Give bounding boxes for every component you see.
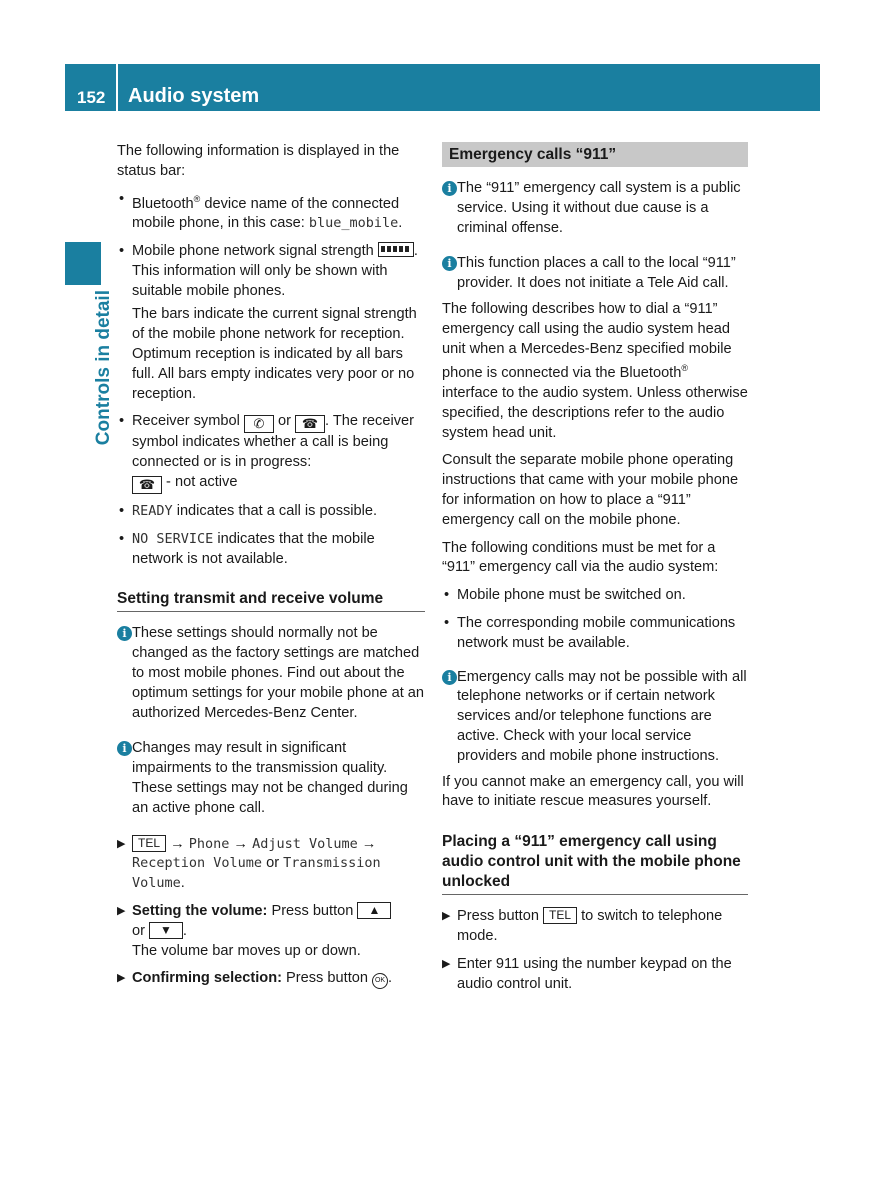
header-title: Audio system bbox=[128, 85, 260, 107]
step-label: Confirming selection: bbox=[132, 970, 282, 987]
bullet-glyph: • bbox=[444, 587, 450, 604]
section-box-heading: Emergency calls “911” bbox=[442, 142, 748, 167]
text: Enter 911 using the number keypad on the audio control unit. bbox=[457, 955, 732, 992]
info-note bbox=[442, 179, 748, 238]
info-note bbox=[117, 624, 425, 723]
right-column bbox=[442, 142, 748, 1002]
section-heading: Placing a “911” emergency call using audio control unit with the mobile phone unlocked bbox=[442, 832, 748, 895]
step-label: Setting the volume: bbox=[132, 902, 268, 919]
info-icon: i bbox=[117, 741, 132, 756]
step-marker-icon: ▶ bbox=[117, 904, 126, 917]
text: Press button bbox=[267, 902, 358, 919]
info-text: Changes may result in significant impairments to the transmission quality. These settings may not be changed during an active phone call. bbox=[132, 740, 408, 816]
page-header bbox=[65, 64, 820, 111]
menu-transmission-volume: Transmission Volume bbox=[132, 855, 381, 892]
info-note bbox=[117, 739, 425, 818]
info-text: These settings should normally not be changed as the factory settings are matched to most mobile phones. Find out about the optimum settings for your mobile phone at an authorized Mercedes-Benz Center. bbox=[132, 625, 425, 721]
info-note bbox=[442, 254, 748, 294]
text: interface to the audio system. Unless otherwise specified, the descriptions refer to the audio system head unit. bbox=[442, 385, 748, 441]
text: indicates that the mobile network is not available. bbox=[132, 530, 375, 567]
instruction-step bbox=[442, 955, 748, 995]
bullet-glyph: • bbox=[119, 190, 125, 207]
step-marker-icon: ▶ bbox=[117, 837, 126, 850]
section-heading: Setting transmit and receive volume bbox=[117, 589, 425, 612]
info-text: Emergency calls may not be possible with all telephone networks or if certain network services and/or telephone functions are active. Check with your local service providers and mobile phone instructions. bbox=[457, 668, 747, 764]
text: - not active bbox=[162, 474, 238, 491]
instruction-step bbox=[117, 902, 425, 961]
list-item bbox=[117, 502, 425, 522]
text: Press button bbox=[457, 908, 543, 925]
page-number: 152 bbox=[77, 88, 106, 107]
text: . bbox=[180, 875, 185, 892]
list-item bbox=[442, 586, 748, 606]
text: . bbox=[388, 970, 393, 987]
bullet-glyph: • bbox=[119, 243, 125, 260]
step-marker-icon: ▶ bbox=[117, 972, 126, 985]
text: Bluetooth bbox=[132, 195, 194, 212]
menu-phone: Phone bbox=[188, 835, 230, 852]
text: or bbox=[132, 922, 150, 939]
arrow: → bbox=[166, 835, 189, 852]
text: . bbox=[182, 922, 187, 939]
signal-strength-icon bbox=[378, 242, 414, 257]
paragraph bbox=[442, 300, 748, 443]
text: to switch to telephone mode. bbox=[457, 908, 723, 944]
instruction-step bbox=[117, 835, 425, 894]
step-marker-icon: ▶ bbox=[442, 957, 451, 970]
text: . bbox=[398, 215, 403, 232]
step-note: The volume bar moves up or down. bbox=[132, 942, 361, 959]
side-tab-marker bbox=[65, 242, 101, 285]
instruction-step bbox=[442, 907, 748, 947]
bullet-glyph: • bbox=[119, 503, 125, 520]
arrow: → bbox=[229, 835, 253, 852]
header-separator bbox=[116, 64, 118, 111]
info-icon: i bbox=[442, 670, 457, 685]
tel-key: TEL bbox=[543, 907, 577, 924]
text: Mobile phone network signal strength bbox=[132, 243, 378, 260]
step-marker-icon: ▶ bbox=[442, 910, 451, 923]
receiver-inactive-icon: ☎ bbox=[132, 476, 162, 494]
list-item bbox=[117, 530, 425, 570]
bullet-glyph: • bbox=[444, 615, 450, 631]
text: or bbox=[262, 855, 284, 872]
paragraph: Consult the separate mobile phone operating instructions that came with your mobile phone for information on how to place a “911” emergency call on the mobile phone. bbox=[442, 452, 739, 528]
text: Receiver symbol bbox=[132, 413, 244, 430]
registered-mark: ® bbox=[681, 363, 688, 374]
ok-button-icon: OK bbox=[372, 973, 388, 989]
receiver-active-icon: ✆ bbox=[244, 415, 274, 433]
info-text: This function places a call to the local “911” provider. It does not initiate a Tele Aid call. bbox=[457, 255, 736, 292]
tel-key: TEL bbox=[132, 835, 166, 852]
list-item bbox=[117, 242, 425, 404]
paragraph: The following conditions must be met for a “911” emergency call via the audio system: bbox=[442, 539, 719, 576]
text: The corresponding mobile communications network must be available. bbox=[457, 615, 736, 651]
volume-up-key: ▲ bbox=[357, 902, 391, 919]
status-no-service: NO SERVICE bbox=[132, 530, 214, 547]
list-item bbox=[117, 412, 425, 494]
menu-reception-volume: Reception Volume bbox=[132, 855, 263, 872]
text: . This information will only be shown with suitable mobile phones. bbox=[132, 243, 418, 299]
text: The following describes how to dial a “911” emergency call using the audio system head unit when a Mercedes-Benz specified mobile phone is connected via the Bluetooth bbox=[442, 300, 732, 382]
info-note bbox=[442, 668, 748, 767]
volume-down-key: ▼ bbox=[149, 922, 183, 939]
status-ready: READY bbox=[132, 503, 173, 520]
arrow: → bbox=[357, 835, 377, 852]
text: Press button bbox=[282, 970, 373, 987]
receiver-inactive-icon: ☎ bbox=[295, 415, 325, 433]
text: . The receiver symbol indicates whether a call is being connected or is in progress: bbox=[132, 413, 414, 471]
list-item bbox=[117, 190, 425, 234]
side-tab-label: Controls in detail bbox=[93, 290, 114, 446]
menu-adjust-volume: Adjust Volume bbox=[252, 835, 358, 852]
intro-text: The following information is displayed in the status bar: bbox=[117, 143, 400, 179]
text: indicates that a call is possible. bbox=[172, 503, 378, 520]
left-column bbox=[117, 142, 425, 997]
info-icon: i bbox=[442, 181, 457, 196]
signal-explanation: The bars indicate the current signal strength of the mobile phone network for reception. Optimum reception is indicated by all bars full. All bars empty indicates very poor or no reception. bbox=[132, 306, 417, 402]
info-text: The “911” emergency call system is a public service. Using it without due cause is a criminal offense. bbox=[457, 180, 741, 236]
paragraph: If you cannot make an emergency call, you will have to initiate rescue measures yourself. bbox=[442, 773, 744, 810]
device-name: blue_mobile bbox=[308, 215, 399, 232]
bullet-glyph: • bbox=[119, 530, 125, 547]
text: device name of the connected mobile phone, in this case: bbox=[132, 195, 400, 232]
info-icon: i bbox=[442, 256, 457, 271]
registered-mark: ® bbox=[193, 193, 201, 204]
text: or bbox=[273, 413, 296, 430]
instruction-step bbox=[117, 969, 425, 989]
text: Mobile phone must be switched on. bbox=[457, 587, 686, 604]
bullet-glyph: • bbox=[119, 413, 125, 430]
list-item bbox=[442, 614, 748, 654]
info-icon: i bbox=[117, 626, 132, 641]
